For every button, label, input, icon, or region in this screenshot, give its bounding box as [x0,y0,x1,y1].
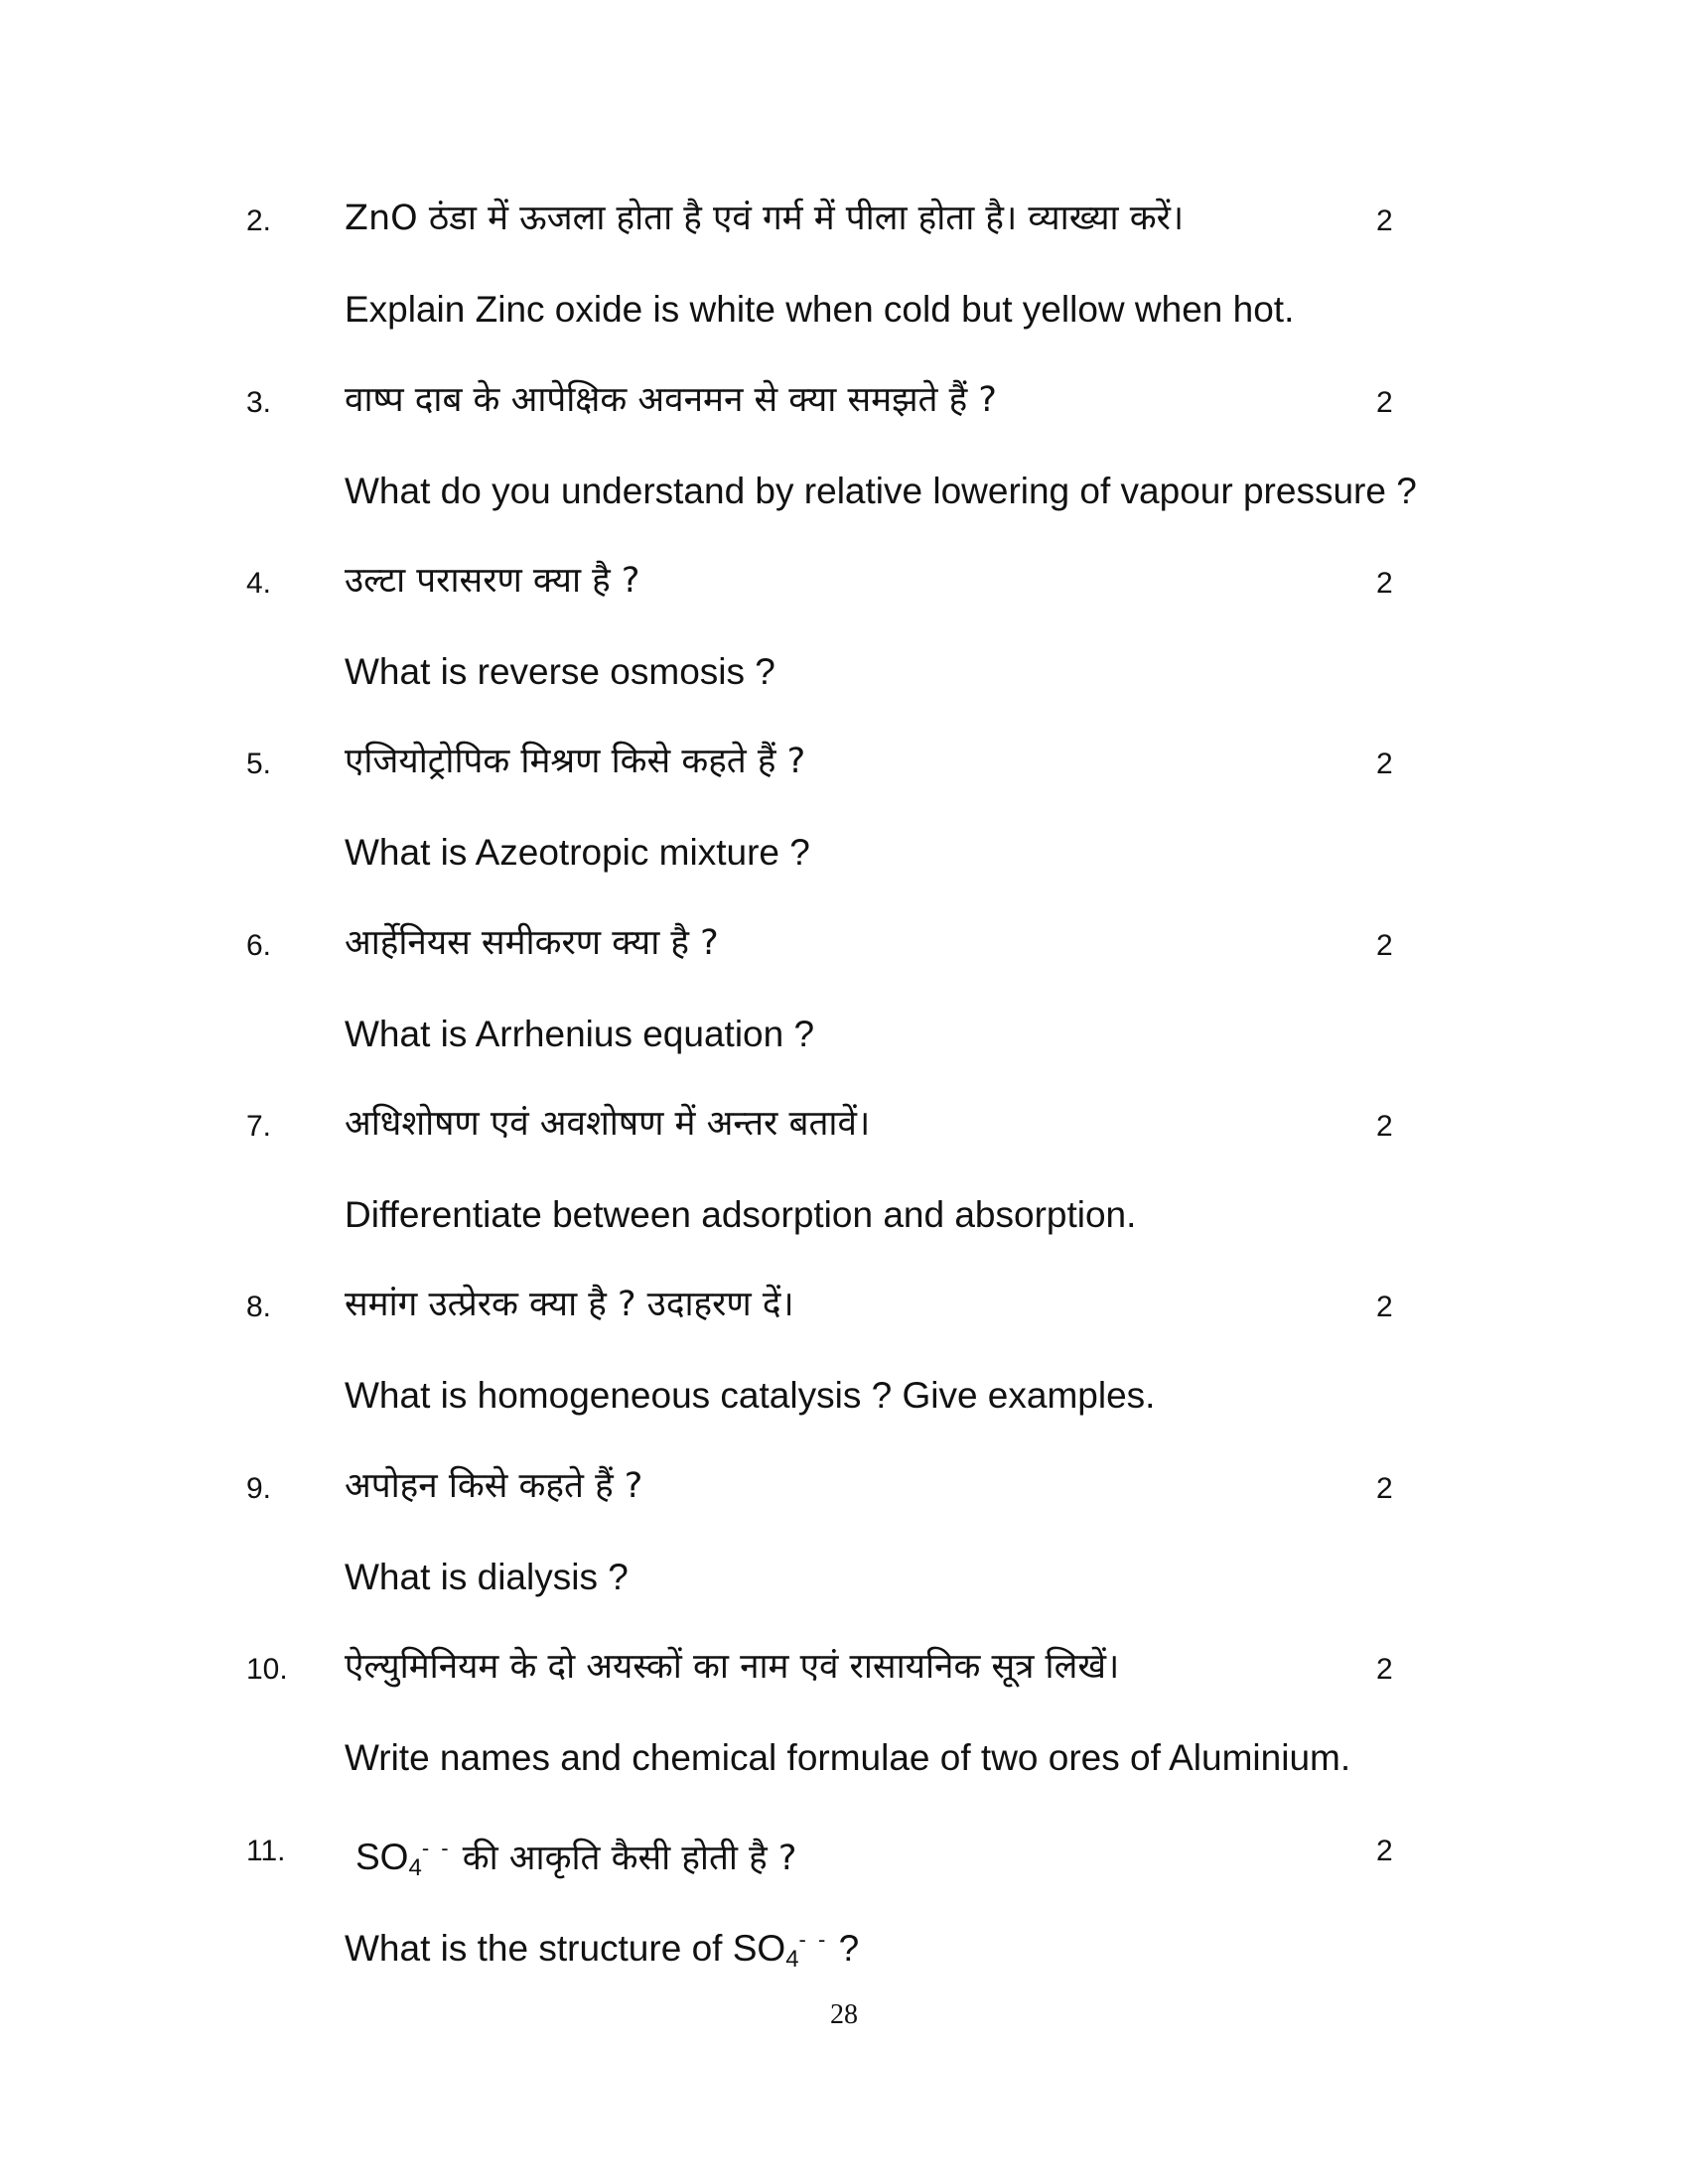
question-hindi: उल्टा परासरण क्या है ? [345,561,640,601]
question-marks: 2 [1376,1472,1393,1505]
formula-superscript: - - [421,1836,452,1860]
question-english: What is Azeotropic mixture ? [345,832,810,873]
question-marks: 2 [1376,1653,1393,1686]
question-english: Differentiate between adsorption and absorption. [345,1194,1137,1235]
question-number: 6. [246,929,272,962]
question-english: What do you understand by relative lowering of vapour pressure ? [345,471,1417,511]
question-number: 10. [246,1653,288,1686]
page-number: 28 [830,1999,858,2030]
question-english: What is Arrhenius equation ? [345,1014,815,1054]
question-english: What is the structure of [345,1928,723,1969]
formula-base: SO [355,1837,409,1877]
question-english: Explain Zinc oxide is white when cold but yellow when hot. [345,289,1295,330]
question-english: What is dialysis ? [345,1557,629,1597]
question-hindi-line [355,1827,796,1890]
question-hindi: आर्हेनियस समीकरण क्या है ? [345,923,719,963]
chemical-formula [355,1836,452,1881]
question-number: 4. [246,567,272,600]
formula-base: SO [732,1928,786,1969]
question-marks: 2 [1376,205,1393,237]
question-marks: 2 [1376,567,1393,600]
question-english-line [345,1918,859,1981]
question-english: What is reverse osmosis ? [345,651,775,692]
question-english: Write names and chemical formulae of two ores of Aluminium. [345,1737,1351,1778]
question-hindi: एजियोट्रोपिक मिश्रण किसे कहते हैं ? [345,742,806,781]
question-marks: 2 [1376,1291,1393,1323]
formula-subscript: 4 [785,1946,799,1973]
chemical-formula [732,1927,829,1973]
question-english-end: ? [838,1928,860,1969]
question-english: What is homogeneous catalysis ? Give examples. [345,1375,1156,1416]
question-number: 8. [246,1291,272,1323]
formula-subscript: 4 [408,1854,422,1881]
question-number: 5. [246,748,272,780]
question-number: 9. [246,1472,272,1505]
question-number: 2. [246,205,272,237]
question-marks: 2 [1376,748,1393,780]
question-number: 3. [246,386,272,419]
question-hindi: वाष्प दाब के आपेक्षिक अवनमन से क्या समझते हैं ? [345,380,997,420]
question-hindi: ZnO ठंडा में ऊजला होता है एवं गर्म में पीला होता है। व्याख्या करें। [345,199,1185,238]
question-marks: 2 [1376,386,1393,419]
question-hindi: की आकृति कैसी होती है ? [462,1839,797,1878]
question-hindi: अपोहन किसे कहते हैं ? [345,1466,643,1506]
question-number: 7. [246,1110,272,1143]
question-hindi: अधिशोषण एवं अवशोषण में अन्तर बतावें। [345,1104,871,1144]
question-number: 11. [246,1835,286,1867]
question-hindi: समांग उत्प्रेरक क्या है ? उदाहरण दें। [345,1285,794,1324]
question-marks: 2 [1376,1110,1393,1143]
question-hindi: ऐल्युमिनियम के दो अयस्कों का नाम एवं रासायनिक सूत्र लिखें। [345,1647,1120,1687]
question-marks: 2 [1376,1835,1393,1867]
question-marks: 2 [1376,929,1393,962]
formula-superscript: - - [798,1927,829,1952]
